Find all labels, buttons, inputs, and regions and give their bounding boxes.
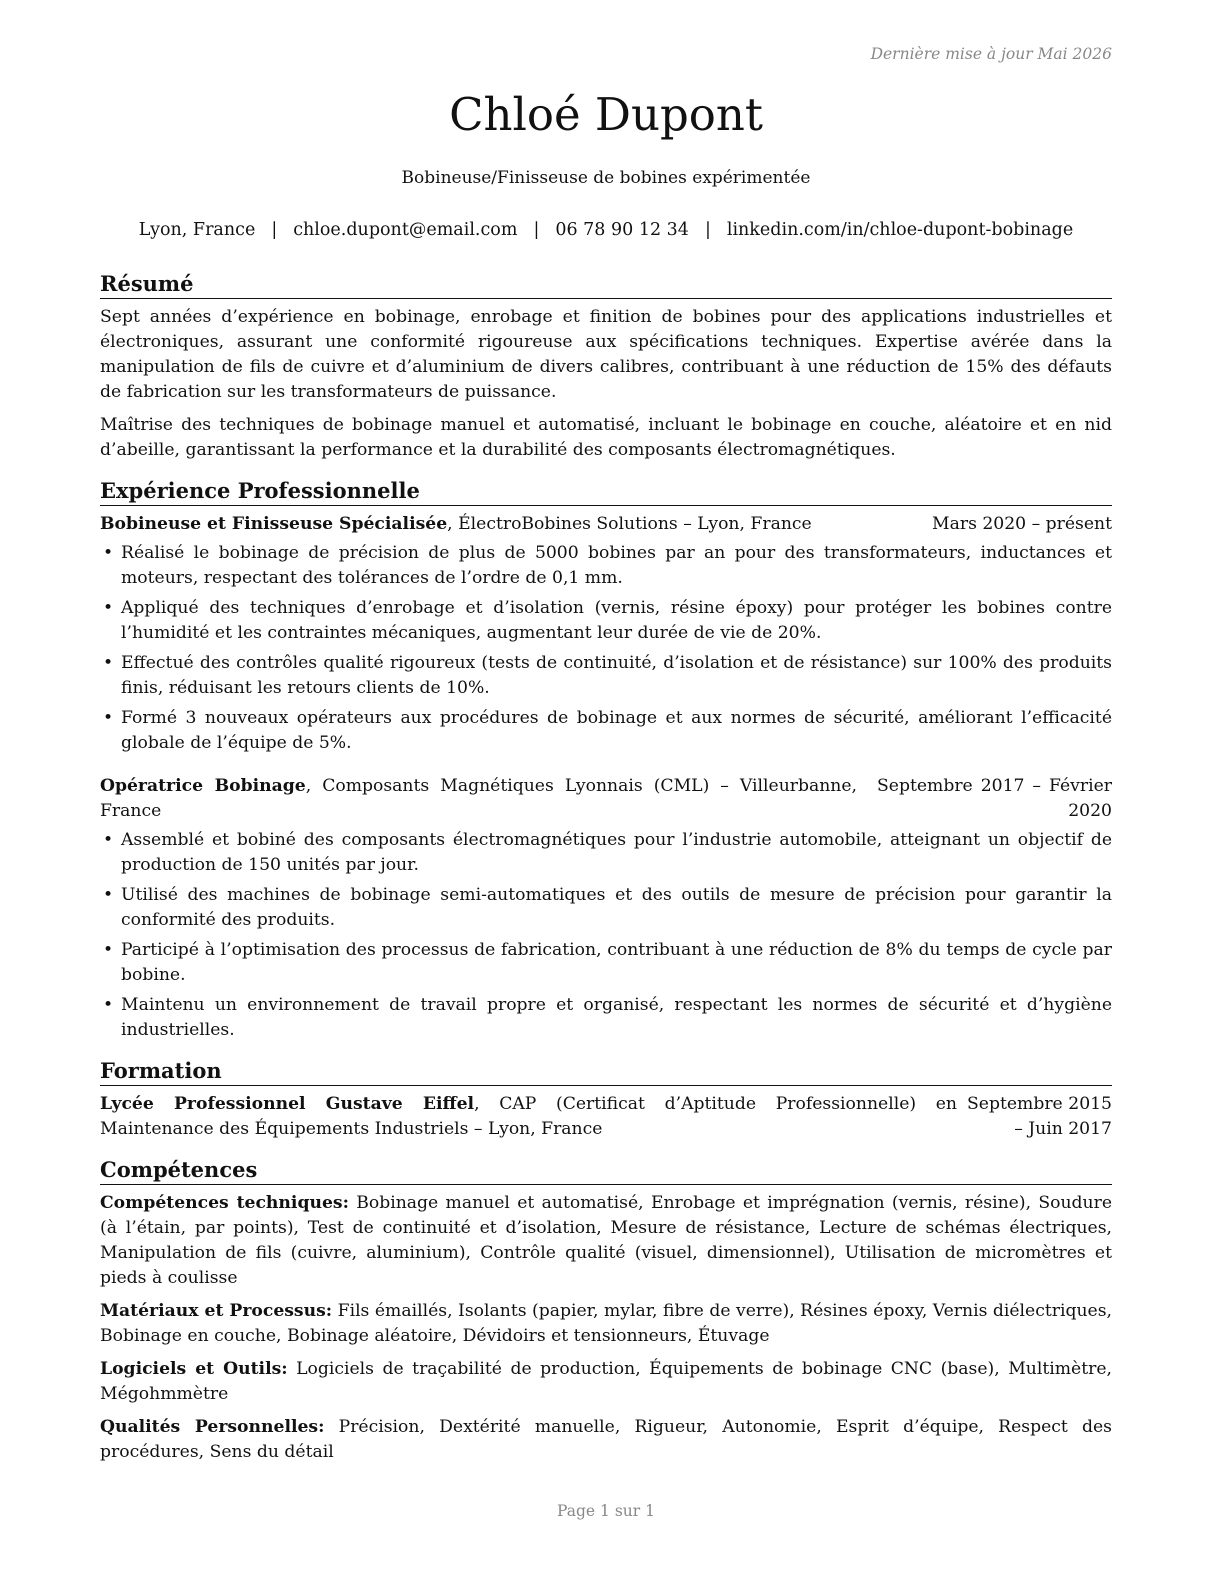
skill-text: Précision, Dextérité manuelle, Rigueur, Autonomie, Esprit d’équipe, Respect des procédures, Sens du détail	[100, 1417, 1112, 1462]
summary-paragraph: Maîtrise des techniques de bobinage manuel et automatisé, incluant le bobinage en couche, aléatoire et en nid d’abeille, garantissant la performance et la durabilité des composants électromagnétiques.	[100, 415, 1112, 460]
list-item: • Formé 3 nouveaux opérateurs aux procédures de bobinage et aux normes de sécurité, améliorant l’efficacité globale de l’équipe de 5%.	[100, 706, 1112, 756]
last-updated: Dernière mise à jour Mai 2026	[870, 45, 1112, 63]
job-dates: Mars 2020 – présent	[932, 514, 1112, 534]
skill-group	[100, 1357, 1112, 1407]
skills-section	[100, 1156, 1112, 1465]
separator: |	[271, 220, 278, 240]
skill-label: Logiciels et Outils:	[100, 1359, 288, 1379]
list-item: • Utilisé des machines de bobinage semi-automatiques et des outils de mesure de précision pour garantir la conformité des produits.	[100, 883, 1112, 933]
skill-label: Matériaux et Processus:	[100, 1301, 333, 1321]
summary-paragraph: Sept années d’expérience en bobinage, enrobage et finition de bobines pour des applications industrielles et électroniques, assurant une conformité rigoureuse aux spécifications techniques. Expertise avérée dans la manipulation de fils de cuivre et d’aluminium de divers calibres, contribuant à une réduction de 15% des défauts de fabrication sur les transformateurs de puissance.	[100, 307, 1112, 402]
job-role: Opératrice Bobinage	[100, 776, 306, 796]
contact-line	[100, 220, 1112, 240]
skill-group	[100, 1415, 1112, 1465]
school-name: Lycée Professionnel Gustave Eiffel	[100, 1094, 475, 1114]
section-title: Compétences	[100, 1156, 1112, 1185]
job-header	[100, 774, 1112, 824]
list-item: • Appliqué des techniques d’enrobage et d’isolation (vernis, résine époxy) pour protéger les bobines contre l’humidité et les contraintes mécaniques, augmentant leur durée de vie de 20%.	[100, 596, 1112, 646]
separator: |	[704, 220, 711, 240]
job-dates: Septembre 2017 – Février 2020	[877, 776, 1112, 821]
location: Lyon, France	[138, 220, 256, 240]
degree: , CAP (Certificat d’Aptitude Professionnelle) en Maintenance des Équipements Industriels – Lyon, France	[100, 1094, 957, 1139]
separator: |	[533, 220, 540, 240]
skill-text: Bobinage manuel et automatisé, Enrobage et imprégnation (vernis, résine), Soudure (à l’étain, par points), Test de continuité et d’isolation, Mesure de résistance, Lecture de schémas électriques, Manipulation de fils (cuivre, aluminium), Contrôle qualité (visuel, dimensionnel), Utilisation de micromètres et pieds à coulisse	[100, 1193, 1113, 1288]
skill-label: Compétences techniques:	[100, 1193, 349, 1213]
section-title: Expérience Professionnelle	[100, 477, 1112, 506]
section-title: Formation	[100, 1057, 1112, 1086]
list-item: • Assemblé et bobiné des composants électromagnétiques pour l’industrie automobile, atteignant un objectif de production de 150 unités par jour.	[100, 828, 1112, 878]
candidate-name: Chloé Dupont	[449, 88, 763, 141]
job-entry	[100, 512, 1112, 756]
email-link[interactable]: chloe.dupont@email.com	[293, 220, 518, 240]
job-title: Bobineuse/Finisseuse de bobines expérimentée	[401, 168, 811, 188]
education-dates: Septembre 2015 – Juin 2017	[967, 1094, 1112, 1139]
job-company: , ÉlectroBobines Solutions – Lyon, France	[447, 514, 812, 534]
education-school-degree	[100, 1092, 957, 1142]
skill-group	[100, 1191, 1112, 1291]
experience-section	[100, 477, 1112, 1043]
section-title: Résumé	[100, 270, 1112, 299]
resume-body	[100, 270, 1112, 1465]
summary-section	[100, 270, 1112, 463]
linkedin-link[interactable]: linkedin.com/in/chloe-dupont-bobinage	[726, 220, 1074, 240]
job-company: , Composants Magnétiques Lyonnais (CML) – Villeurbanne, France	[100, 776, 857, 821]
page-number: Page 1 sur 1	[557, 1502, 655, 1520]
list-item: • Réalisé le bobinage de précision de plus de 5000 bobines par an pour des transformateurs, inductances et moteurs, respectant des tolérances de l’ordre de 0,1 mm.	[100, 541, 1112, 591]
education-section	[100, 1057, 1112, 1142]
list-item: • Participé à l’optimisation des processus de fabrication, contribuant à une réduction de 8% du temps de cycle par bobine.	[100, 938, 1112, 988]
job-bullets	[100, 541, 1112, 756]
education-entry	[100, 1092, 1112, 1142]
job-header	[100, 512, 1112, 537]
job-role: Bobineuse et Finisseuse Spécialisée	[100, 514, 448, 534]
job-role-company	[100, 774, 857, 824]
skill-text: Logiciels de traçabilité de production, Équipements de bobinage CNC (base), Multimètre, Mégohmmètre	[100, 1359, 1112, 1404]
list-item: • Maintenu un environnement de travail propre et organisé, respectant les normes de sécurité et d’hygiène industrielles.	[100, 993, 1112, 1043]
job-role-company	[100, 512, 912, 537]
list-item: • Effectué des contrôles qualité rigoureux (tests de continuité, d’isolation et de résistance) sur 100% des produits finis, réduisant les retours clients de 10%.	[100, 651, 1112, 701]
phone-number: 06 78 90 12 34	[555, 220, 689, 240]
job-entry	[100, 774, 1112, 1043]
skill-label: Qualités Personnelles:	[100, 1417, 325, 1437]
skill-group	[100, 1299, 1112, 1349]
job-bullets	[100, 828, 1112, 1043]
skill-text: Fils émaillés, Isolants (papier, mylar, fibre de verre), Résines époxy, Vernis diélectriques, Bobinage en couche, Bobinage aléatoire, Dévidoirs et tensionneurs, Étuvage	[100, 1301, 1112, 1346]
resume-page	[100, 0, 1112, 1584]
